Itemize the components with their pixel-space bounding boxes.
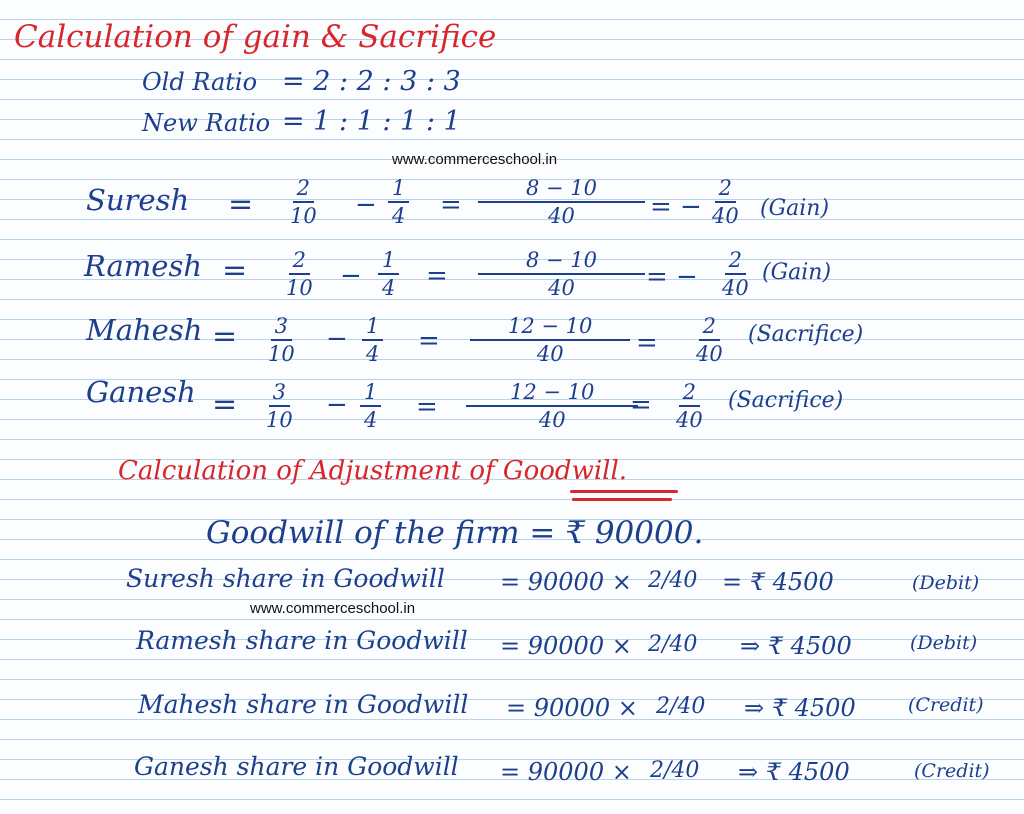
result-fraction: $\frac{2}{40}$ bbox=[676, 380, 703, 432]
minus-sign: − bbox=[355, 190, 377, 220]
result-sign: = − bbox=[646, 262, 698, 292]
goodwill-result: = ₹ 4500 bbox=[722, 568, 834, 596]
partner-name: Suresh bbox=[86, 183, 190, 217]
goodwill-share-label: Ganesh share in Goodwill bbox=[134, 752, 459, 781]
goodwill-total: Goodwill of the firm = ₹ 90000. bbox=[206, 515, 704, 551]
result-sign: = bbox=[630, 390, 652, 420]
watermark: www.commerceschool.in bbox=[250, 600, 416, 617]
result-fraction: $\frac{2}{40}$ bbox=[696, 314, 723, 366]
equals-sign: = bbox=[440, 190, 462, 220]
equals-sign: = bbox=[418, 326, 440, 356]
result-fraction: $\frac{2}{40}$ bbox=[712, 176, 739, 228]
difference-fraction: $\frac{8 - 10}{40}$ bbox=[478, 178, 645, 227]
gain-tag: (Gain) bbox=[760, 196, 830, 221]
goodwill-fraction: 2/40 bbox=[648, 568, 698, 593]
equals-sign: = bbox=[222, 253, 248, 288]
new-ratio-label: New Ratio bbox=[142, 109, 271, 137]
equals-sign: = bbox=[416, 392, 438, 422]
goodwill-calc: = 90000 × bbox=[500, 632, 632, 660]
old-share-fraction: $\frac{2}{10}$ bbox=[286, 248, 313, 300]
goodwill-fraction: 2/40 bbox=[648, 632, 698, 657]
heading-goodwill-adjustment: Calculation of Adjustment of Goodwill. bbox=[118, 456, 628, 486]
watermark: www.commerceschool.in bbox=[392, 151, 558, 168]
goodwill-fraction: 2/40 bbox=[650, 758, 700, 783]
new-share-fraction: $\frac{1}{4}$ bbox=[378, 250, 399, 299]
partner-name: Mahesh bbox=[86, 313, 203, 347]
goodwill-share-label: Mahesh share in Goodwill bbox=[138, 690, 469, 719]
minus-sign: − bbox=[340, 261, 362, 291]
new-share-fraction: $\frac{1}{4}$ bbox=[362, 316, 383, 365]
difference-fraction: $\frac{12 - 10}{40}$ bbox=[466, 382, 638, 431]
heading-underline bbox=[572, 498, 672, 501]
sacrifice-tag: (Sacrifice) bbox=[748, 322, 864, 347]
debit-tag: (Debit) bbox=[910, 632, 978, 654]
goodwill-calc: = 90000 × bbox=[500, 758, 632, 786]
heading-underline bbox=[570, 490, 678, 493]
goodwill-share-label: Suresh share in Goodwill bbox=[126, 564, 445, 593]
partner-name: Ganesh bbox=[86, 375, 196, 409]
minus-sign: − bbox=[326, 324, 348, 354]
goodwill-calc: = 90000 × bbox=[500, 568, 632, 596]
goodwill-fraction: 2/40 bbox=[656, 694, 706, 719]
old-share-fraction: $\frac{3}{10}$ bbox=[268, 314, 295, 366]
debit-tag: (Debit) bbox=[912, 572, 980, 594]
old-share-fraction: $\frac{3}{10}$ bbox=[266, 380, 293, 432]
credit-tag: (Credit) bbox=[908, 694, 984, 716]
goodwill-calc: = 90000 × bbox=[506, 694, 638, 722]
difference-fraction: $\frac{12 - 10}{40}$ bbox=[470, 316, 630, 365]
gain-tag: (Gain) bbox=[762, 260, 832, 285]
goodwill-result: ⇒ ₹ 4500 bbox=[738, 758, 850, 786]
equals-sign: = bbox=[228, 187, 254, 222]
old-share-fraction: $\frac{2}{10}$ bbox=[290, 176, 317, 228]
result-fraction: $\frac{2}{40}$ bbox=[722, 248, 749, 300]
equals-sign: = bbox=[212, 387, 238, 422]
credit-tag: (Credit) bbox=[914, 760, 990, 782]
difference-fraction: $\frac{8 - 10}{40}$ bbox=[478, 250, 645, 299]
new-share-fraction: $\frac{1}{4}$ bbox=[360, 382, 381, 431]
old-ratio-label: Old Ratio bbox=[142, 68, 258, 96]
equals-sign: = bbox=[212, 319, 238, 354]
result-sign: = − bbox=[650, 192, 702, 222]
sacrifice-tag: (Sacrifice) bbox=[728, 388, 844, 413]
goodwill-result: ⇒ ₹ 4500 bbox=[744, 694, 856, 722]
minus-sign: − bbox=[326, 390, 348, 420]
goodwill-share-label: Ramesh share in Goodwill bbox=[136, 626, 468, 655]
result-sign: = bbox=[636, 328, 658, 358]
new-ratio-value: = 1 : 1 : 1 : 1 bbox=[282, 106, 461, 137]
equals-sign: = bbox=[426, 261, 448, 291]
heading-gain-sacrifice: Calculation of gain & Sacrifice bbox=[14, 19, 497, 55]
new-share-fraction: $\frac{1}{4}$ bbox=[388, 178, 409, 227]
partner-name: Ramesh bbox=[84, 249, 203, 283]
goodwill-result: ⇒ ₹ 4500 bbox=[740, 632, 852, 660]
old-ratio-value: = 2 : 2 : 3 : 3 bbox=[282, 66, 461, 97]
